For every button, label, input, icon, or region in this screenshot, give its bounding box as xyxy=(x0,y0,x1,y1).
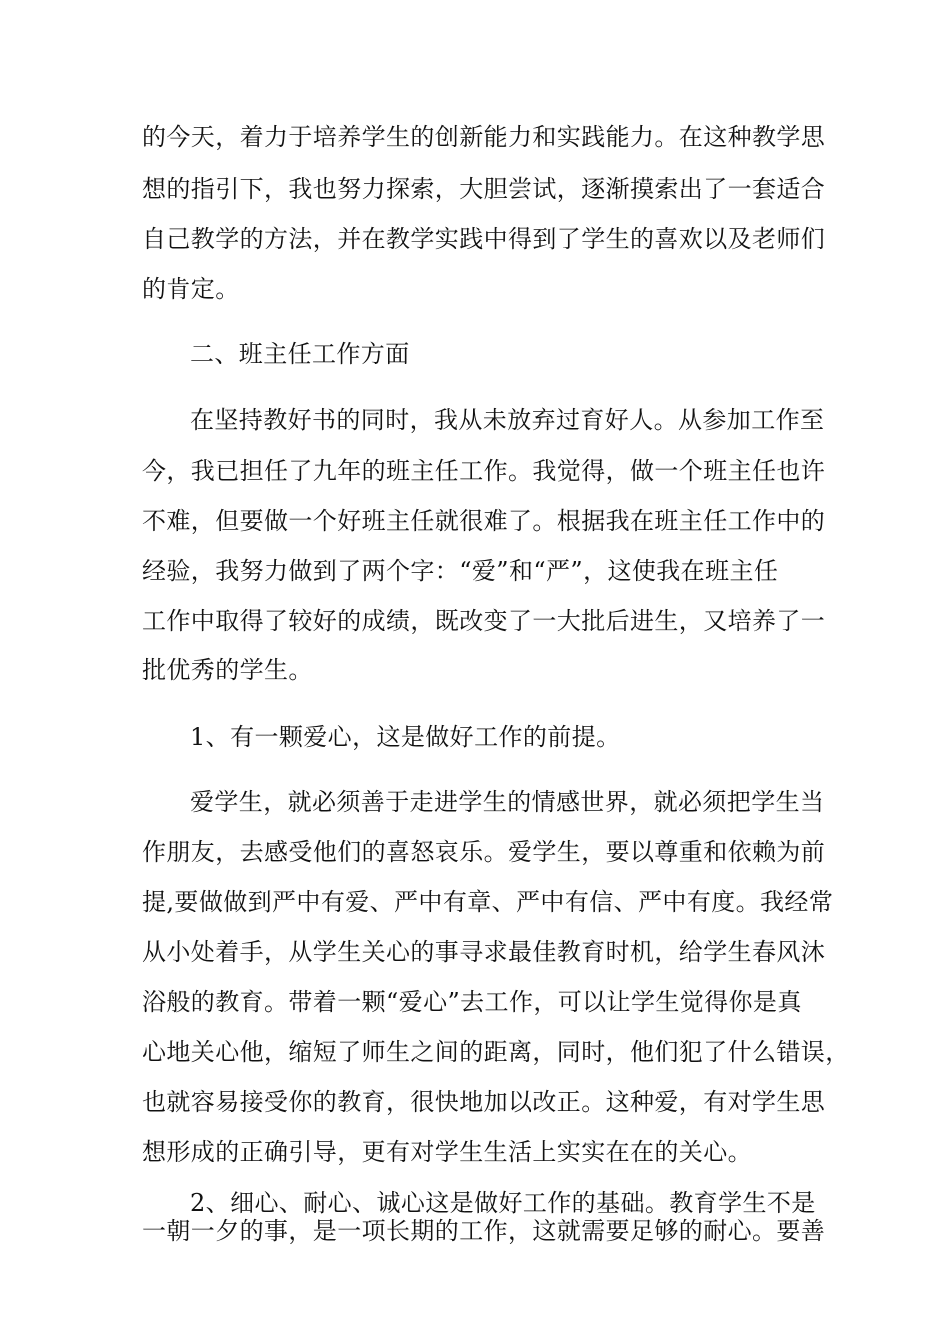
paragraph-line: 的肯定。 xyxy=(142,275,240,303)
list-point: 1、有一颗爱心，这是做好工作的前提。 xyxy=(190,723,621,751)
paragraph-line: 作朋友，去感受他们的喜怒哀乐。爱学生，要以尊重和依赖为前 xyxy=(142,838,826,866)
paragraph-line: 批优秀的学生。 xyxy=(142,656,313,684)
list-point: 2、细心、耐心、诚心这是做好工作的基础。教育学生不是 xyxy=(190,1189,816,1217)
paragraph-line: 工作中取得了较好的成绩，既改变了一大批后进生，又培养了一 xyxy=(142,607,826,635)
paragraph-line: 一朝一夕的事，是一项长期的工作，这就需要足够的耐心。要善 xyxy=(142,1217,826,1245)
section-heading: 二、班主任工作方面 xyxy=(190,340,410,368)
paragraph-line: 经验，我努力做到了两个字：“爱”和“严”，这使我在班主任 xyxy=(142,557,779,585)
paragraph-line: 想形成的正确引导，更有对学生生活上实实在在的关心。 xyxy=(142,1138,752,1166)
paragraph-line: 今，我已担任了九年的班主任工作。我觉得，做一个班主任也许 xyxy=(142,457,826,485)
paragraph-line: 也就容易接受你的教育，很快地加以改正。这种爱，有对学生思 xyxy=(142,1088,826,1116)
paragraph-line: 从小处着手，从学生关心的事寻求最佳教育时机，给学生春风沐 xyxy=(142,938,826,966)
paragraph-line: 的今天，着力于培养学生的创新能力和实践能力。在这种教学思 xyxy=(142,123,826,151)
paragraph-line: 心地关心他，缩短了师生之间的距离，同时，他们犯了什么错误， xyxy=(142,1038,850,1066)
paragraph-line: 想的指引下，我也努力探索，大胆尝试，逐渐摸索出了一套适合 xyxy=(142,175,826,203)
paragraph-line: 提,要做做到严中有爱、严中有章、严中有信、严中有度。我经常 xyxy=(142,888,834,916)
paragraph-line: 在坚持教好书的同时，我从未放弃过育好人。从参加工作至 xyxy=(190,406,825,434)
paragraph-line: 爱学生，就必须善于走进学生的情感世界，就必须把学生当 xyxy=(190,788,825,816)
paragraph-line: 自己教学的方法，并在教学实践中得到了学生的喜欢以及老师们 xyxy=(142,225,826,253)
paragraph-line: 浴般的教育。带着一颗“爱心”去工作，可以让学生觉得你是真 xyxy=(142,988,802,1016)
paragraph-line: 不难，但要做一个好班主任就很难了。根据我在班主任工作中的 xyxy=(142,507,826,535)
